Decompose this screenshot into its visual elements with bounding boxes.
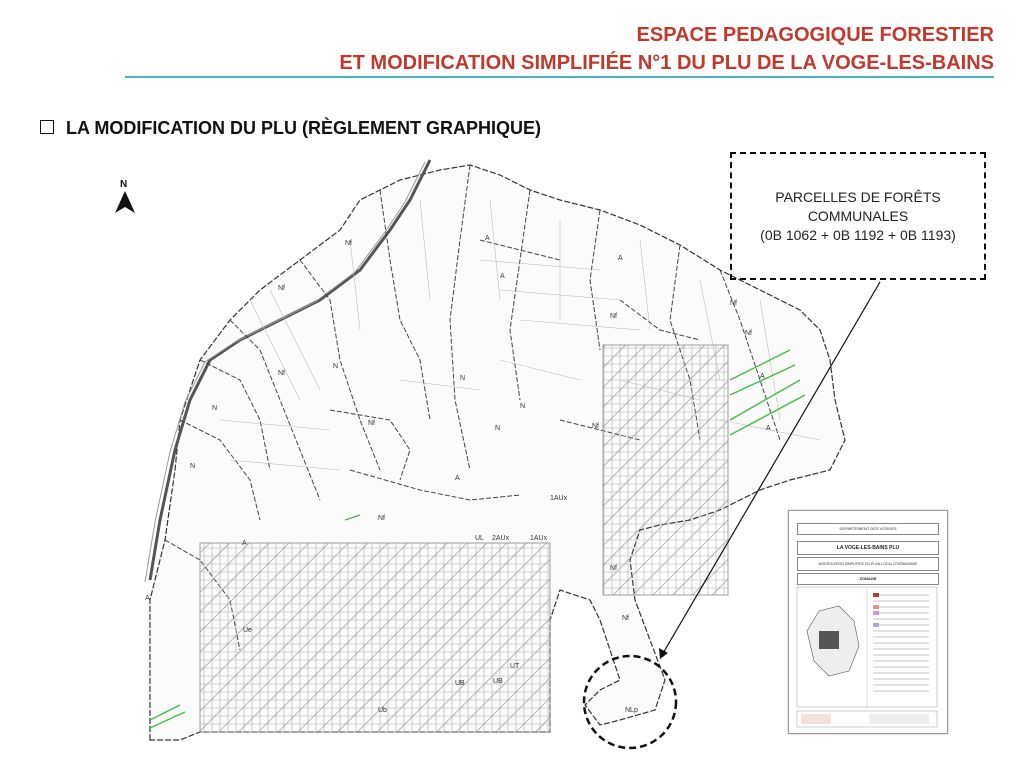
callout-line1: PARCELLES DE FORÊTS (775, 188, 941, 205)
zone-label: Ue (243, 627, 252, 634)
zone-label: A (455, 475, 460, 482)
legend-graphics (789, 511, 947, 733)
zone-label: 1AUx (550, 495, 568, 502)
callout-line2: COMMUNALES (807, 207, 909, 224)
page-title-line2: ET MODIFICATION SIMPLIFIÉE N°1 DU PLU DE LA VOGE-LES-BAINS (339, 52, 994, 74)
zone-label: N (520, 403, 526, 410)
callout-line3: (0B 1062 + 0B 1192 + 0B 1193) (760, 226, 956, 243)
zone-label: N (333, 363, 339, 370)
legend-commune: LA VOGE-LES-BAINS PLU (797, 541, 939, 555)
zone-label: Ub (378, 707, 387, 714)
zone-label: Nf (730, 300, 737, 307)
north-arrow-icon (115, 191, 135, 213)
checkbox-bullet-icon (40, 120, 54, 134)
title-underline (125, 76, 994, 78)
zone-label: Nf (610, 565, 617, 572)
zone-label: UB (493, 678, 503, 685)
zone-label: A (618, 255, 623, 262)
callout-arrow-head (659, 648, 668, 659)
map-legend-cartouche (788, 510, 948, 734)
zone-label: N (495, 425, 501, 432)
zone-label: A (145, 595, 150, 602)
zone-label: 2AUx (492, 535, 510, 542)
legend-subtitle: MODIFICATION SIMPLIFIEE DU PLAN LOCAL D'URBANISME (797, 557, 939, 571)
legend-doc: ZONAGE (797, 573, 939, 585)
zone-label: Nf (278, 285, 285, 292)
zone-label: A (500, 273, 505, 280)
zone-label: Nf (345, 240, 352, 247)
zone-label: UB (455, 680, 465, 687)
zone-label: 1AUx (530, 535, 548, 542)
section-title: LA MODIFICATION DU PLU (RÈGLEMENT GRAPHIQUE) (66, 118, 541, 138)
zone-label: N (190, 463, 196, 470)
zone-label: Nf (592, 423, 599, 430)
zone-label: N (212, 405, 218, 412)
zone-label: Nf (622, 615, 629, 622)
section-heading (40, 118, 541, 139)
zone-label: N (460, 375, 466, 382)
zone-label: A (760, 373, 765, 380)
zone-label: NLp (625, 707, 638, 714)
legend-header: DEPARTEMENT DES VOSGES (797, 523, 939, 535)
north-label: N (120, 179, 128, 190)
zone-label: Nf (378, 515, 385, 522)
zone-label: Nf (610, 313, 617, 320)
page-title-line1: ESPACE PEDAGOGIQUE FORESTIER (636, 24, 994, 46)
zone-label: Nf (368, 420, 375, 427)
zone-label: UT (510, 663, 520, 670)
zone-label: A (766, 425, 771, 432)
zone-label: A (242, 540, 247, 547)
parcel-callout (730, 152, 986, 280)
zone-label: Nf (745, 330, 752, 337)
zone-label: Nf (278, 370, 285, 377)
zone-label: A (485, 235, 490, 242)
zone-label: UL (475, 535, 484, 542)
